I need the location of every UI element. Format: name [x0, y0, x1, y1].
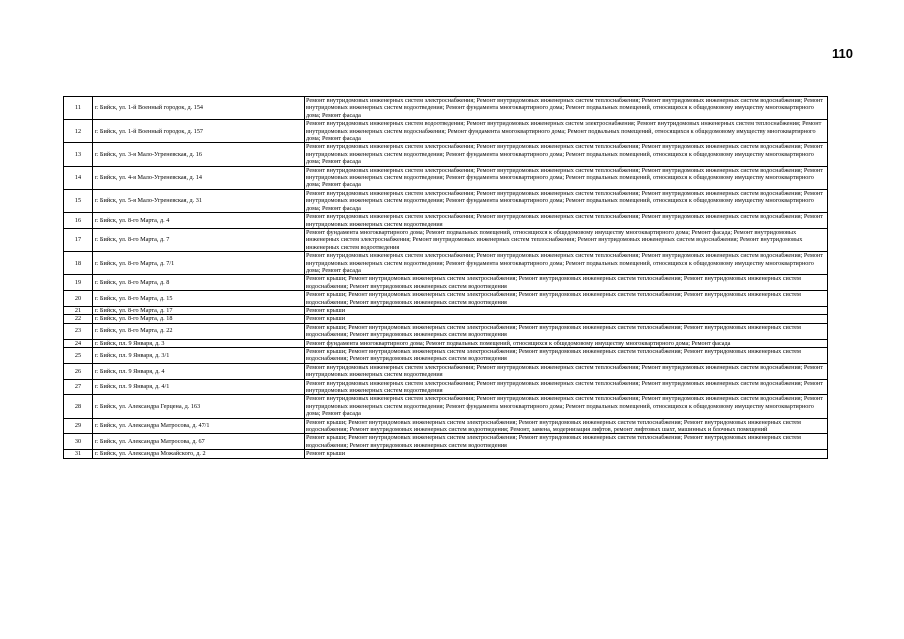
works-table-body	[64, 97, 828, 459]
row-address: г. Бийск, ул. 8-го Марта, д. 22	[93, 323, 305, 339]
table-row	[64, 143, 828, 166]
row-works: Ремонт крыши; Ремонт внутридомовых инженерных систем электроснабжения; Ремонт внутридомовых инженерных систем теплоснабжения; Ремонт внутридомовых инженерных систем водоснабжения; Ремонт внутридомовых инженерных систем водоотведения	[306, 291, 801, 306]
table-row	[64, 189, 828, 212]
row-address: г. Бийск, пл. 9 Января, д. 4/1	[93, 379, 305, 395]
row-works: Ремонт крыши	[306, 450, 346, 458]
row-number: 15	[64, 189, 93, 212]
table-row	[64, 363, 828, 379]
row-works: Ремонт внутридомовых инженерных систем электроснабжения; Ремонт внутридомовых инженерных систем теплоснабжения; Ремонт внутридомовых инженерных систем водоснабжения; Ремонт внутридомовых инженерных систем водоотведения; Ремонт фундамента многоквартирного дома; Ремонт подвальных помещений, относящихся к общедомовому имуществу многоквартирного дома; Ремонт фасада	[306, 97, 823, 119]
row-number: 25	[64, 348, 93, 364]
row-address: г. Бийск, пл. 9 Января, д. 4	[93, 363, 305, 379]
row-address: г. Бийск, ул. 8-го Марта, д. 4	[93, 213, 305, 229]
row-address: г. Бийск, ул. Александра Герцена, д. 163	[93, 395, 305, 418]
row-works-cell	[305, 339, 828, 347]
row-address: г. Бийск, ул. Александра Можайского, д. 2	[93, 450, 305, 458]
table-row	[64, 213, 828, 229]
row-works-cell	[305, 348, 828, 364]
row-number: 11	[64, 97, 93, 120]
row-address: г. Бийск, пл. 9 Января, д. 3	[93, 339, 305, 347]
row-works: Ремонт фундамента многоквартирного дома; Ремонт подвальных помещений, относящихся к общедомовому имуществу многоквартирного дома; Ремонт фасада	[306, 339, 731, 347]
table-row	[64, 315, 828, 323]
row-number: 16	[64, 213, 93, 229]
row-works-cell	[305, 166, 828, 189]
row-works-cell	[305, 323, 828, 339]
table-row	[64, 395, 828, 418]
row-address: г. Бийск, ул. 8-го Марта, д. 18	[93, 315, 305, 323]
table-row	[64, 275, 828, 291]
row-works: Ремонт внутридомовых инженерных систем электроснабжения; Ремонт внутридомовых инженерных систем теплоснабжения; Ремонт внутридомовых инженерных систем водоснабжения; Ремонт внутридомовых инженерных систем водоотведения; Ремонт фундамента многоквартирного дома; Ремонт подвальных помещений, относящихся к общедомовому имуществу многоквартирного дома; Ремонт фасада	[306, 252, 823, 274]
row-works: Ремонт внутридомовых инженерных систем электроснабжения; Ремонт внутридомовых инженерных систем теплоснабжения; Ремонт внутридомовых инженерных систем водоснабжения; Ремонт внутридомовых инженерных систем водоотведения; Ремонт фундамента многоквартирного дома; Ремонт подвальных помещений, относящихся к общедомовому имуществу многоквартирного дома; Ремонт фасада	[306, 166, 823, 189]
works-table-container	[63, 96, 828, 459]
row-works-cell	[305, 395, 828, 418]
table-row	[64, 97, 828, 120]
row-number: 18	[64, 252, 93, 275]
row-works-cell	[305, 291, 828, 307]
row-works-cell	[305, 418, 828, 434]
row-works-cell	[305, 228, 828, 251]
table-row	[64, 323, 828, 339]
row-address: г. Бийск, ул. 8-го Марта, д. 15	[93, 291, 305, 307]
row-works: Ремонт крыши	[306, 306, 346, 314]
table-row	[64, 120, 828, 143]
row-works: Ремонт крыши; Ремонт внутридомовых инженерных систем электроснабжения; Ремонт внутридомовых инженерных систем теплоснабжения; Ремонт внутридомовых инженерных систем водоснабжения; Ремонт внутридомовых инженерных систем водоотведения	[306, 275, 801, 290]
row-works-cell	[305, 120, 828, 143]
row-address: г. Бийск, ул. 1-й Военный городок, д. 157	[93, 120, 305, 143]
row-address: г. Бийск, ул. Александра Матросова, д. 47/1	[93, 418, 305, 434]
table-row	[64, 306, 828, 314]
row-address: г. Бийск, ул. Александра Матросова, д. 67	[93, 434, 305, 450]
row-works: Ремонт внутридомовых инженерных систем электроснабжения; Ремонт внутридомовых инженерных систем теплоснабжения; Ремонт внутридомовых инженерных систем водоснабжения; Ремонт внутридомовых инженерных систем водоотведения; Ремонт фундамента многоквартирного дома; Ремонт подвальных помещений, относящихся к общедомовому имуществу многоквартирного дома; Ремонт фасада	[306, 395, 823, 418]
row-address: г. Бийск, ул. 8-го Марта, д. 7	[93, 228, 305, 251]
row-number: 26	[64, 363, 93, 379]
row-works-cell	[305, 213, 828, 229]
row-works: Ремонт крыши; Ремонт внутридомовых инженерных систем электроснабжения; Ремонт внутридомовых инженерных систем теплоснабжения; Ремонт внутридомовых инженерных систем водоснабжения; Ремонт внутридомовых инженерных систем водоотведения	[306, 323, 801, 339]
table-row	[64, 418, 828, 434]
table-row	[64, 348, 828, 364]
row-address: г. Бийск, ул. 8-го Марта, д. 8	[93, 275, 305, 291]
table-row	[64, 434, 828, 450]
row-number: 12	[64, 120, 93, 143]
works-table	[63, 96, 828, 459]
row-works: Ремонт крыши	[306, 315, 346, 323]
row-works: Ремонт крыши; Ремонт внутридомовых инженерных систем электроснабжения; Ремонт внутридомовых инженерных систем теплоснабжения; Ремонт внутридомовых инженерных систем водоснабжения; Ремонт внутридомовых инженерных систем водоотведения	[306, 348, 801, 363]
row-address: г. Бийск, ул. 8-го Марта, д. 17	[93, 306, 305, 314]
row-works-cell	[305, 275, 828, 291]
row-number: 27	[64, 379, 93, 395]
row-address: г. Бийск, ул. 8-го Марта, д. 7/1	[93, 252, 305, 275]
table-row	[64, 228, 828, 251]
row-works-cell	[305, 450, 828, 458]
row-works: Ремонт внутридомовых инженерных систем электроснабжения; Ремонт внутридомовых инженерных систем теплоснабжения; Ремонт внутридомовых инженерных систем водоснабжения; Ремонт внутридомовых инженерных систем водоотведения	[306, 213, 823, 228]
row-works-cell	[305, 315, 828, 323]
row-works-cell	[305, 189, 828, 212]
row-works-cell	[305, 143, 828, 166]
row-works: Ремонт внутридомовых инженерных систем электроснабжения; Ремонт внутридомовых инженерных систем теплоснабжения; Ремонт внутридомовых инженерных систем водоснабжения; Ремонт внутридомовых инженерных систем водоотведения; Ремонт фундамента многоквартирного дома; Ремонт подвальных помещений, относящихся к общедомовому имуществу многоквартирного дома; Ремонт фасада	[306, 189, 823, 212]
row-number: 17	[64, 228, 93, 251]
row-number: 13	[64, 143, 93, 166]
table-row	[64, 252, 828, 275]
row-works: Ремонт крыши; Ремонт внутридомовых инженерных систем электроснабжения; Ремонт внутридомовых инженерных систем теплоснабжения; Ремонт внутридомовых инженерных систем водоснабжения; Ремонт внутридомовых инженерных систем водоотведения; Ремонт, замена, модернизация лифтов, ремонт лифтовых шахт, машинных и блочных помещений	[306, 418, 801, 434]
table-row	[64, 450, 828, 458]
row-number: 29	[64, 418, 93, 434]
row-address: г. Бийск, ул. 4-я Мало-Угреневская, д. 14	[93, 166, 305, 189]
row-works-cell	[305, 434, 828, 450]
row-works-cell	[305, 379, 828, 395]
row-number: 14	[64, 166, 93, 189]
page-number: 110	[832, 46, 853, 61]
row-works: Ремонт внутридомовых инженерных систем водоотведения; Ремонт внутридомовых инженерных систем электроснабжения; Ремонт внутридомовых инженерных систем теплоснабжения; Ремонт внутридомовых инженерных систем водоснабжения; Ремонт фундамента многоквартирного дома; Ремонт подвальных помещений, относящихся к общедомовому имуществу многоквартирного дома; Ремонт фасада	[306, 120, 822, 143]
row-works: Ремонт фундамента многоквартирного дома; Ремонт подвальных помещений, относящихся к общедомовому имуществу многоквартирного дома; Ремонт фасада; Ремонт внутридомовых инженерных систем электроснабжения; Ремонт внутридомовых инженерных систем теплоснабжения; Ремонт внутридомовых инженерных систем водоснабжения; Ремонт внутридомовых инженерных систем водоотведения	[306, 228, 803, 251]
row-works-cell	[305, 306, 828, 314]
row-address: г. Бийск, ул. 5-я Мало-Угреневская, д. 31	[93, 189, 305, 212]
row-number: 30	[64, 434, 93, 450]
row-works-cell	[305, 252, 828, 275]
row-works-cell	[305, 97, 828, 120]
row-number: 23	[64, 323, 93, 339]
row-address: г. Бийск, ул. 1-й Военный городок, д. 154	[93, 97, 305, 120]
table-row	[64, 339, 828, 347]
row-works-cell	[305, 363, 828, 379]
row-number: 19	[64, 275, 93, 291]
row-works: Ремонт крыши; Ремонт внутридомовых инженерных систем электроснабжения; Ремонт внутридомовых инженерных систем теплоснабжения; Ремонт внутридомовых инженерных систем водоснабжения; Ремонт внутридомовых инженерных систем водоотведения	[306, 434, 801, 449]
row-works: Ремонт внутридомовых инженерных систем электроснабжения; Ремонт внутридомовых инженерных систем теплоснабжения; Ремонт внутридомовых инженерных систем водоснабжения; Ремонт внутридомовых инженерных систем водоотведения	[306, 379, 823, 395]
table-row	[64, 166, 828, 189]
table-row	[64, 291, 828, 307]
row-number: 24	[64, 339, 93, 347]
row-address: г. Бийск, пл. 9 Января, д. 3/1	[93, 348, 305, 364]
table-row	[64, 379, 828, 395]
row-number: 28	[64, 395, 93, 418]
row-number: 22	[64, 315, 93, 323]
row-works: Ремонт внутридомовых инженерных систем электроснабжения; Ремонт внутридомовых инженерных систем теплоснабжения; Ремонт внутридомовых инженерных систем водоснабжения; Ремонт внутридомовых инженерных систем водоотведения; Ремонт фундамента многоквартирного дома; Ремонт подвальных помещений, относящихся к общедомовому имуществу многоквартирного дома; Ремонт фасада	[306, 143, 823, 166]
row-number: 20	[64, 291, 93, 307]
row-number: 21	[64, 306, 93, 314]
row-works: Ремонт внутридомовых инженерных систем электроснабжения; Ремонт внутридомовых инженерных систем теплоснабжения; Ремонт внутридомовых инженерных систем водоснабжения; Ремонт внутридомовых инженерных систем водоотведения	[306, 363, 823, 379]
row-number: 31	[64, 450, 93, 458]
row-address: г. Бийск, ул. 3-я Мало-Угреневская, д. 16	[93, 143, 305, 166]
